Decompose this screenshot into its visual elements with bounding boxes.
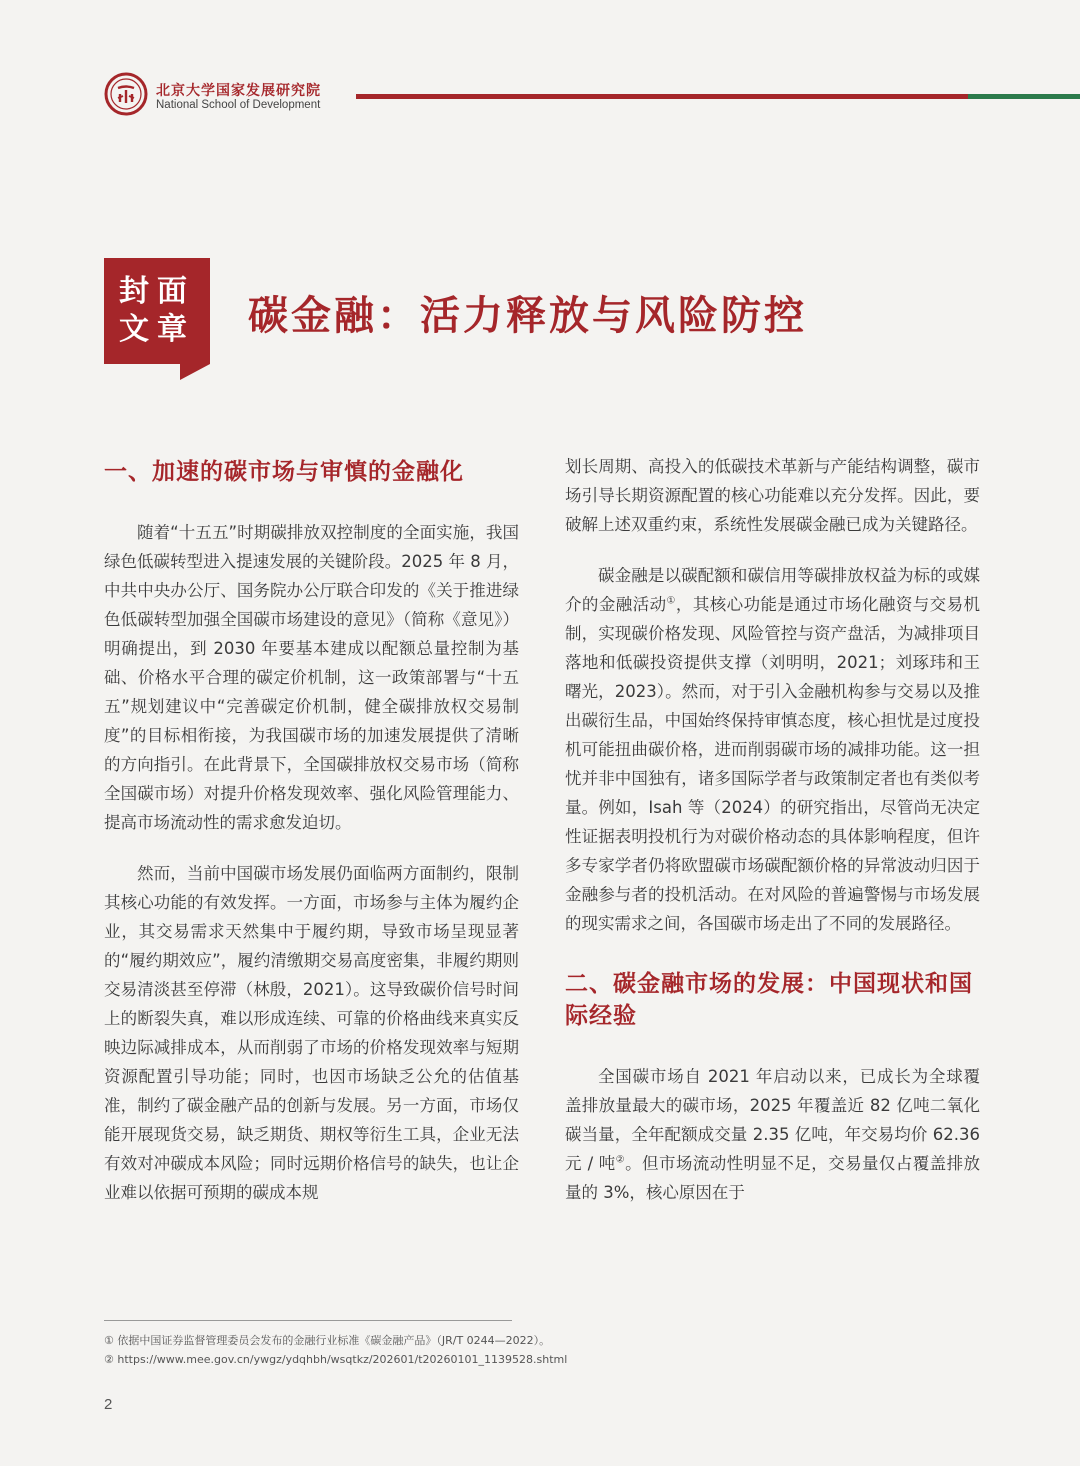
- paragraph-text: 全国碳市场自 2021 年启动以来，已成长为全球覆盖排放量最大的碳市场，2025 年覆盖近 82 亿吨二氧化碳当量，全年配额成交量 2.35 亿吨，年交易均价 62.36 元 / 吨: [565, 1067, 980, 1173]
- org-name-cn: 北京大学国家发展研究院: [156, 83, 321, 99]
- pku-seal-icon: [104, 72, 148, 120]
- org-name-en: National School of Development: [156, 99, 321, 111]
- paragraph: 然而，当前中国碳市场发展仍面临两方面制约，限制其核心功能的有效发挥。一方面，市场参与主体为履约企业，其交易需求天然集中于履约期，导致市场呈现显著的“履约期效应”，履约清缴期交易高度密集，非履约期则交易清淡甚至停滞（林殷，2021）。这导致碳价信号时间上的断裂失真，难以形成连续、可靠的价格曲线来真实反映边际减排成本，从而削弱了市场的价格发现效率与短期资源配置引导功能；同时，也因市场缺乏公允的估值基准，制约了碳金融产品的创新与发展。另一方面，市场仅能开展现货交易，缺乏期货、期权等衍生工具，企业无法有效对冲碳成本风险；同时远期价格信号的缺失，也让企业难以依据可预期的碳成本规: [104, 864, 519, 1202]
- left-column: [104, 452, 519, 1229]
- paragraph: [565, 561, 980, 938]
- paragraph: 随着“十五五”时期碳排放双控制度的全面实施，我国绿色低碳转型进入提速发展的关键阶段。2025 年 8 月，中共中央办公厅、国务院办公厅联合印发的《关于推进绿色低碳转型加强全国碳市场建设的意见》（简称《意见》）明确提出，到 2030 年要基本建成以配额总量控制为基础、价格水平合理的碳定价机制，这一政策部署与“十五五”规划建议中“完善碳定价机制，健全碳排放权交易制度”的目标相衔接，为我国碳市场的加速发展提供了清晰的方向指引。在此背景下，全国碳排放权交易市场（简称全国碳市场）对提升价格发现效率、强化风险管理能力、提高市场流动性的需求愈发迫切。: [104, 523, 519, 832]
- page-header: [0, 0, 1080, 140]
- paragraph: 划长周期、高投入的低碳技术革新与产能结构调整，碳市场引导长期资源配置的核心功能难以充分发挥。因此，要破解上述双重约束，系统性发展碳金融已成为关键路径。: [565, 457, 980, 534]
- page-number: 2: [104, 1396, 113, 1413]
- paragraph-text: 碳金融是以碳配额和碳信用等碳排放权益为标的或媒介的金融活动: [565, 566, 980, 614]
- cover-article-badge: [104, 258, 210, 364]
- footnote-ref-1: ①: [666, 595, 676, 607]
- footnote-ref-2: ②: [615, 1154, 626, 1166]
- right-column: [565, 452, 980, 1229]
- footnote-1: ① 依据中国证券监督管理委员会发布的金融行业标准《碳金融产品》（JR/T 0244—2022）。: [104, 1334, 551, 1347]
- article-title: 碳金融：活力释放与风险防控: [248, 292, 807, 339]
- header-rule-green: [968, 94, 1080, 99]
- footnote-2: ② https://www.mee.gov.cn/ywgz/ydqhbh/wsqtkz/202601/t20260101_1139528.shtml: [104, 1353, 568, 1366]
- paragraph-text: ，其核心功能是通过市场化融资与交易机制，实现碳价格发现、风险管控与资产盘活，为减排项目落地和低碳投资提供支撑（刘明明，2021；刘琢玮和王曙光，2023）。然而，对于引入金融机构参与交易以及推出碳衍生品，中国始终保持审慎态度，核心担忧是过度投机可能扭曲碳价格，进而削弱碳市场的减排功能。这一担忧并非中国独有，诸多国际学者与政策制定者也有类似考量。例如，Isah 等（2024）的研究指出，尽管尚无决定性证据表明投机行为对碳价格动态的具体影响程度，但许多专家学者仍将欧盟碳市场碳配额价格的异常波动归因于金融参与者的投机活动。在对风险的普遍警惕与市场发展的现实需求之间，各国碳市场走出了不同的发展路径。: [565, 595, 981, 933]
- section-heading-1: 一、加速的碳市场与审慎的金融化: [104, 459, 464, 485]
- header-rule-red: [356, 94, 968, 99]
- paragraph: [565, 1062, 980, 1207]
- badge-line-1: 封面: [119, 274, 195, 309]
- badge-tail-shape: [180, 364, 210, 380]
- footnote-divider: [104, 1320, 512, 1321]
- badge-line-2: 文章: [119, 312, 195, 347]
- paragraph-text: 。但市场流动性明显不足，交易量仅占覆盖排放量的 3%，核心原因在于: [565, 1154, 980, 1202]
- section-heading-2: 二、碳金融市场的发展：中国现状和国际经验: [565, 971, 973, 1029]
